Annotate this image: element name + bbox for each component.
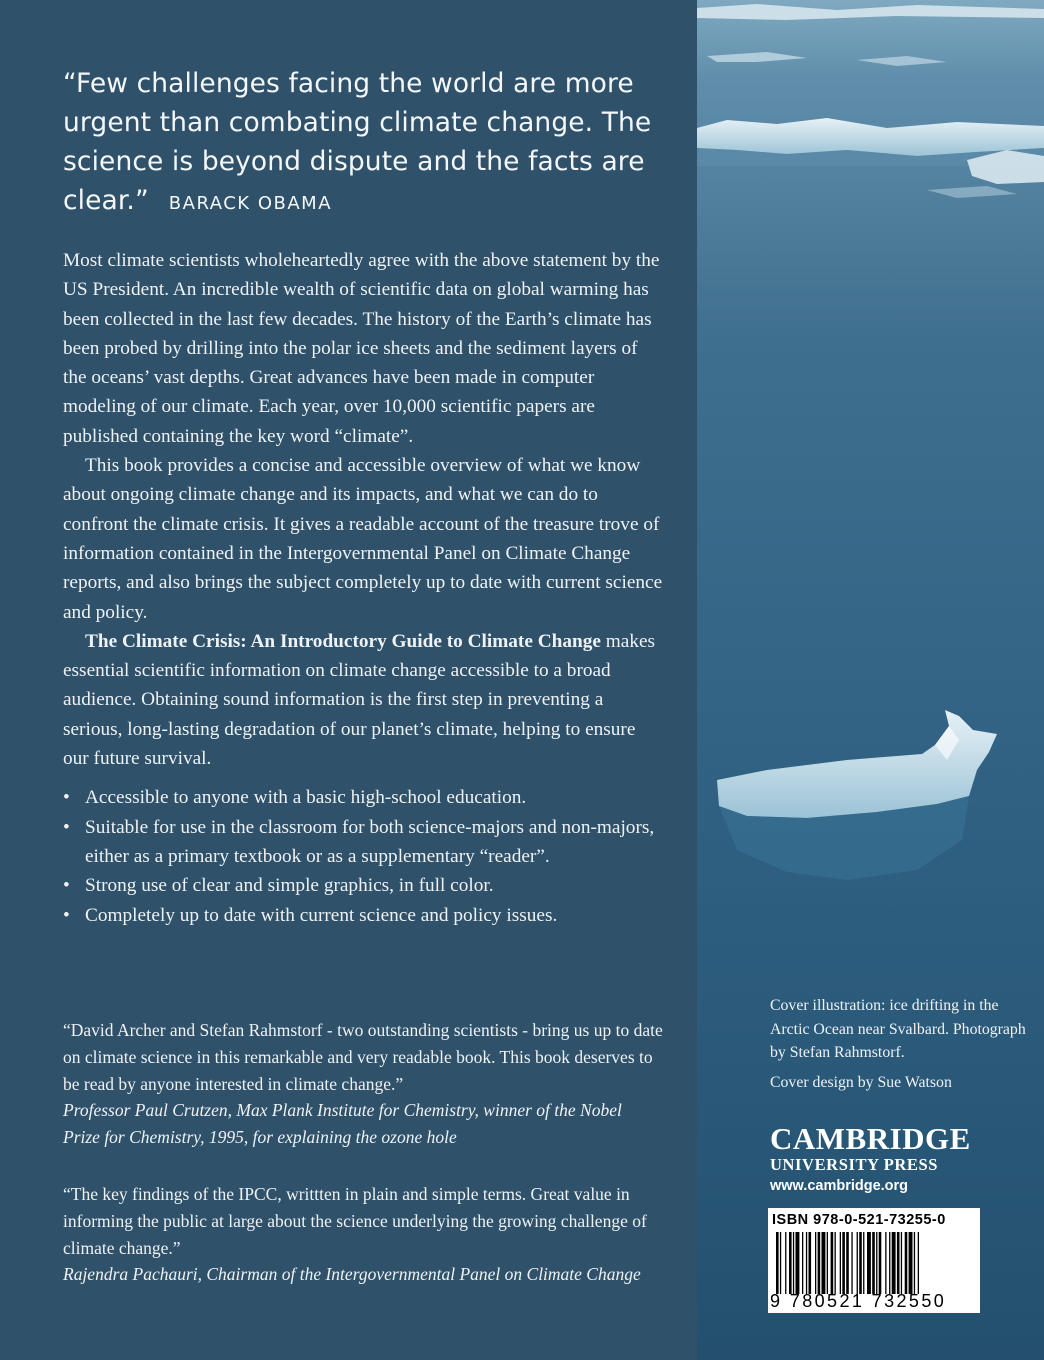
isbn-barcode: [768, 1208, 980, 1313]
barcode-bars-icon: [774, 1232, 976, 1294]
publisher-logo: [770, 1123, 985, 1197]
cover-credits: [770, 994, 1030, 1094]
illustration-credit: Cover illustration: ice drifting in the Arctic Ocean near Svalbard. Photograph by Stefan Rahmstorf.: [770, 997, 1026, 1061]
endorsement-quote: “David Archer and Stefan Rahmstorf - two outstanding scientists - bring us up to date on climate science in this remarkable and very readable book. This book deserves to be read by anyone interested in climate change.”: [63, 1020, 663, 1094]
quote-author: BARACK OBAMA: [168, 193, 333, 214]
publisher-name: CAMBRIDGE: [770, 1121, 971, 1156]
endorsement-attribution: Professor Paul Crutzen, Max Plank Institute for Chemistry, winner of the Nobel Prize for Chemistry, 1995, for explaining the ozone hole: [63, 1100, 622, 1148]
list-item: • Accessible to anyone with a basic high-school education.: [63, 783, 663, 812]
endorsement-attribution: Rajendra Pachauri, Chairman of the Intergovernmental Panel on Climate Change: [63, 1264, 641, 1285]
bullet-icon: •: [63, 904, 70, 926]
bullet-icon: •: [63, 787, 70, 809]
description-paragraph-1: Most climate scientists wholeheartedly agree with the above statement by the US President. An incredible wealth of scientific data on global warming has been collected in the last few decades. The history of the Earth’s climate has been probed by drilling into the polar ice sheets and the sediment layers of the oceans’ vast depths. Great advances have been made in computer modeling of our climate. Each year, over 10,000 scientific papers are published containing the key word “climate”.: [63, 250, 660, 447]
description-paragraph-3: [63, 627, 663, 773]
barcode-digits: 9 780521 732550: [770, 1291, 947, 1311]
list-item: • Completely up to date with current science and policy issues.: [63, 901, 663, 930]
publisher-subtitle: UNIVERSITY PRESS: [770, 1155, 939, 1174]
isbn-label: ISBN 978-0-521-73255-0: [772, 1212, 946, 1228]
quote-text: “Few challenges facing the world are more urgent than combating climate change. The science is beyond dispute and the facts are clear.”: [63, 68, 652, 216]
endorsement-crutzen: [63, 1017, 663, 1151]
feature-list: [63, 783, 663, 929]
description-paragraph-2: This book provides a concise and accessible overview of what we know about ongoing climate change and its impacts, and what we can do to confront the climate crisis. It gives a readable account of the treasure trove of information contained in the Intergovernmental Panel on Climate Change reports, and also brings the subject completely up to date with current science and policy.: [63, 455, 663, 623]
endorsement-pachauri: [63, 1181, 663, 1288]
design-credit: Cover design by Sue Watson: [770, 1073, 952, 1091]
list-item: • Strong use of clear and simple graphics, in full color.: [63, 871, 663, 900]
book-description: [63, 246, 663, 930]
book-title: The Climate Crisis: An Introductory Guide to Climate Change: [85, 630, 601, 652]
endorsement-quote: “The key findings of the IPCC, writtten in plain and simple terms. Great value in informing the public at large about the science underlying the growing challenge of climate change.”: [63, 1184, 647, 1258]
bullet-icon: •: [63, 875, 70, 897]
featured-quote: [63, 64, 663, 223]
publisher-url: www.cambridge.org: [770, 1178, 909, 1194]
bullet-icon: •: [63, 816, 70, 838]
list-item: • Suitable for use in the classroom for both science-majors and non-majors, either as a primary textbook or as a supplementary “reader”.: [63, 813, 663, 872]
description-paragraph-3-text: makes essential scientific information on climate change accessible to a broad audience. Obtaining sound information is the first step in preventing a serious, long-lasting degradation of our planet’s climate, helping to ensure our future survival.: [63, 630, 656, 770]
